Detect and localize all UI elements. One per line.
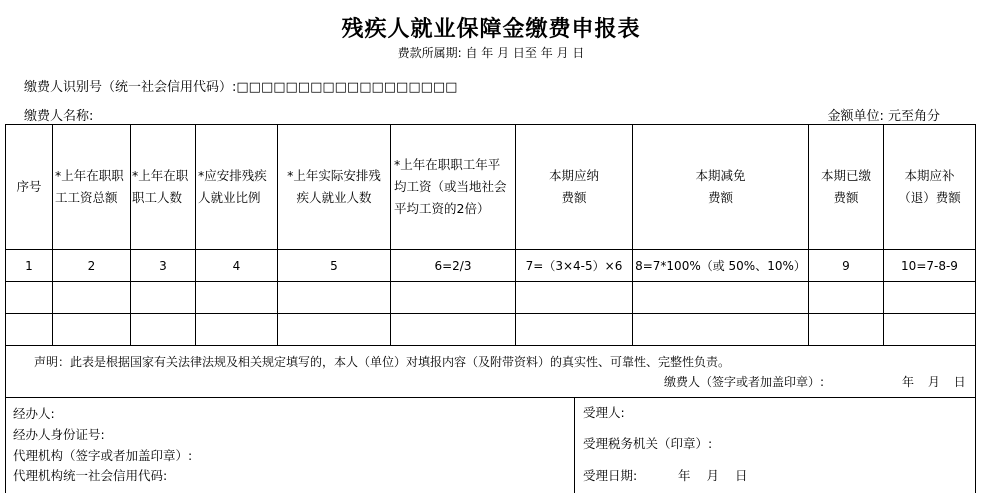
formula-cell: 9 — [809, 250, 884, 282]
amount-unit: 金额单位: 元至角分 — [827, 109, 940, 124]
formula-cell: 7=（3×4-5）×6 — [516, 250, 633, 282]
formula-cell: 2 — [53, 250, 131, 282]
formula-cell: 10=7-8-9 — [884, 250, 976, 282]
data-cell[interactable] — [809, 314, 884, 346]
formula-cell: 4 — [196, 250, 278, 282]
handler-label: 经办人: — [13, 406, 55, 421]
accept-date-label: 受理日期: — [583, 468, 638, 483]
data-cell[interactable] — [131, 314, 196, 346]
data-cell[interactable] — [884, 314, 976, 346]
formula-cell: 6=2/3 — [391, 250, 516, 282]
declaration-table — [5, 124, 976, 346]
formula-cell: 1 — [6, 250, 53, 282]
accept-date-value: 年 月 日 — [678, 468, 748, 483]
formula-cell: 3 — [131, 250, 196, 282]
payment-period: 费款所属期: 自 年 月 日至 年 月 日 — [397, 46, 585, 60]
table-row — [6, 282, 976, 314]
col-header-paid: 本期已缴费额 — [809, 125, 884, 250]
payer-signature-label: 缴费人（签字或者加盖印章）: — [664, 375, 825, 389]
col-header-employee-count: *上年在职职工人数 — [131, 125, 196, 250]
data-cell[interactable] — [6, 314, 53, 346]
col-header-disabled-count: *上年实际安排残疾人就业人数 — [278, 125, 391, 250]
formula-cell: 8=7*100%（或 50%、10%） — [633, 250, 809, 282]
col-header-payable: 本期应纳费额 — [516, 125, 633, 250]
data-cell[interactable] — [196, 282, 278, 314]
data-cell[interactable] — [633, 314, 809, 346]
formula-row — [6, 250, 976, 282]
declaration-text: 声明：此表是根据国家有关法律法规及相关规定填写的，本人（单位）对填报内容（及附带资料）的真实性、可靠性、完整性负责。 — [34, 355, 731, 369]
data-cell[interactable] — [391, 314, 516, 346]
formula-cell: 5 — [278, 250, 391, 282]
agency-code-label: 代理机构统一社会信用代码: — [13, 468, 168, 483]
data-cell[interactable] — [391, 282, 516, 314]
col-header-reduction: 本期减免费额 — [633, 125, 809, 250]
payer-id-label: 缴费人识别号（统一社会信用代码）:□□□□□□□□□□□□□□□□□□ — [24, 80, 458, 95]
form-title: 残疾人就业保障金缴费申报表 — [341, 16, 641, 42]
col-header-total-wages: *上年在职职工工资总额 — [53, 125, 131, 250]
handler-id-label: 经办人身份证号: — [13, 427, 105, 442]
col-header-seq: 序号 — [6, 125, 53, 250]
col-header-avg-wage: *上年在职职工年平均工资（或当地社会平均工资的2倍） — [391, 125, 516, 250]
processing-divider — [574, 397, 575, 493]
table-row — [6, 314, 976, 346]
acceptor-label: 受理人: — [583, 405, 625, 420]
data-cell[interactable] — [278, 282, 391, 314]
data-cell[interactable] — [53, 314, 131, 346]
agency-label: 代理机构（签字或者加盖印章）: — [13, 448, 193, 463]
data-cell[interactable] — [809, 282, 884, 314]
data-cell[interactable] — [884, 282, 976, 314]
tax-office-label: 受理税务机关（印章）: — [583, 436, 713, 451]
col-header-refund: 本期应补（退）费额 — [884, 125, 976, 250]
payer-signature-date: 年 月 日 — [902, 375, 966, 389]
payer-name-label: 缴费人名称: — [24, 109, 94, 124]
data-cell[interactable] — [196, 314, 278, 346]
data-cell[interactable] — [131, 282, 196, 314]
data-cell[interactable] — [278, 314, 391, 346]
data-cell[interactable] — [516, 314, 633, 346]
col-header-ratio: *应安排残疾人就业比例 — [196, 125, 278, 250]
data-cell[interactable] — [633, 282, 809, 314]
data-cell[interactable] — [516, 282, 633, 314]
data-cell[interactable] — [6, 282, 53, 314]
data-cell[interactable] — [53, 282, 131, 314]
